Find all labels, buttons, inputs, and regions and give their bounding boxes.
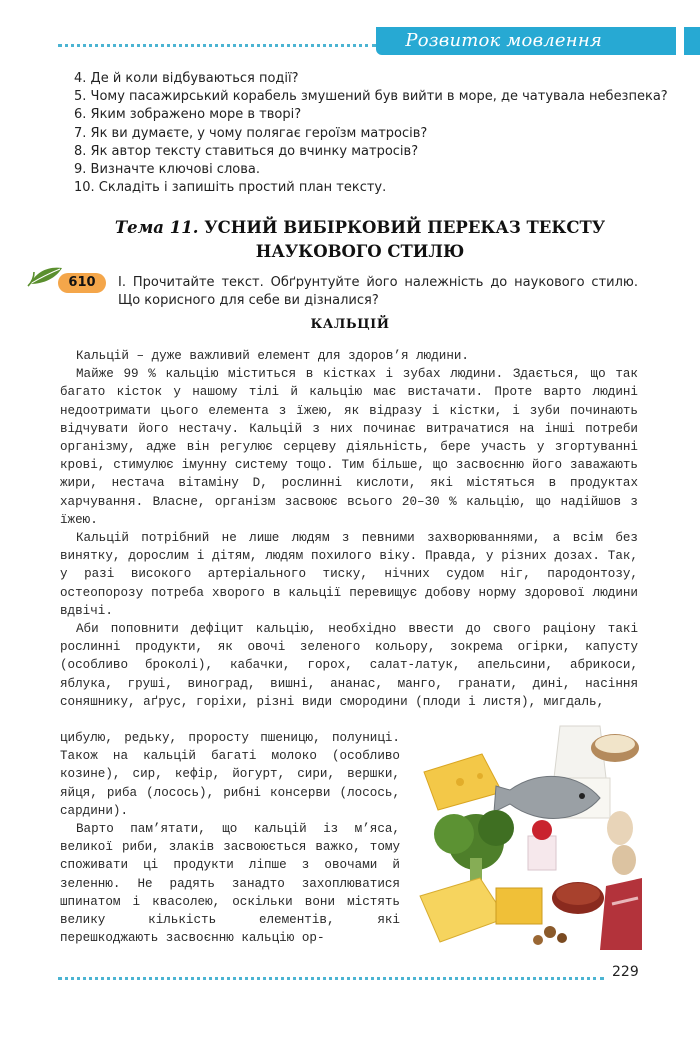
header-dotted-rule: [58, 44, 376, 47]
section-title: Розвиток мовлення: [405, 30, 602, 51]
question-item: 6. Яким зображено море в творі?: [74, 107, 302, 123]
article-paragraph: Кальцій – дуже важливий елемент для здоров’я людини.: [76, 349, 469, 363]
question-item: 4. Де й коли відбуваються події?: [74, 71, 299, 86]
topic-title-line2: НАУКОВОГО СТИЛЮ: [255, 242, 465, 261]
topic-heading: [80, 216, 640, 264]
question-item: 7. Як ви думаєте, у чому полягає героїзм матросів?: [74, 125, 428, 141]
exercise-number-badge: 610: [58, 273, 106, 293]
article-body-left-column: [60, 729, 400, 947]
footer-dotted-rule: [58, 977, 604, 980]
banner-edge-tab: [684, 27, 700, 55]
article-paragraph: Варто пам’ятати, що кальцій із м’яса, великої риби, злаків засвоюється важко, тому споживати ці продукти ліпше з овочами й зеленню. Не радять занадто захоплюватися шпинатом і квасолею, оскільки вони містять велику кількість елементів, які перешкоджають засвоєнню кальцію ор-: [60, 822, 400, 946]
question-item: 8. Як автор тексту ставиться до вчинку матросів?: [74, 143, 419, 159]
article-paragraph: цибулю, редьку, проросту пшеницю, полуниці. Також на кальцій багаті молоко (особливо козине), сир, кефір, йогурт, сири, вершки, яйця, риба (лосось), рибні консерви (лосось, сардини).: [60, 731, 400, 818]
question-item: 9. Визначте ключові слова.: [74, 162, 260, 178]
page-number: 229: [612, 964, 639, 980]
article-title: КАЛЬЦІЙ: [310, 317, 390, 332]
question-list: [74, 70, 668, 197]
article-paragraph: Майже 99 % кальцію міститься в кістках і зубах людини. Здається, що так багато кісток у нашому тілі й кальцію має вистачати. Проте варто людині недоотримати цього елемента з їжею, як відразу і кістки, і зуби починають відчувати його нестачу. Кальцій з них починає витрачатися на інші потреби організму, адже він регулює серцеву діяльність, бере участь у згортуванні крові, стимулює імунну систему тощо. Тим більше, що засвоєнню його заважають жири, нестача вітаміну D, рослинні кислоти, які містяться в продуктах харчування. Власне, організм засвоює всього 20–30 % кальцію, що надійшов з їжею.: [60, 367, 638, 527]
topic-label: Тема 11.: [114, 218, 199, 237]
article-body-full-width: [60, 347, 638, 711]
question-item: 5. Чому пасажирський корабель змушений був вийти в море, де чатувала небезпека?: [74, 89, 668, 105]
exercise-task: І. Прочитайте текст. Обґрунтуйте його належність до наукового стилю. Що корисного для себе ви дізналися?: [118, 275, 638, 308]
question-item: 10. Складіть і запишіть простий план тексту.: [74, 180, 387, 196]
section-banner: [376, 27, 676, 55]
article-paragraph: Аби поповнити дефіцит кальцію, необхідно ввести до свого раціону такі рослинні продукти, як овочі зеленого кольору, зокрема огірки, капусту (особливо броколі), кабачки, горох, салат-латук, апельсини, абрикоси, яблука, груші, виноград, вишні, ананас, манго, гранати, дині, насіння соняшнику, аґрус, горіхи, різні види смородини (плоди і листя), мигдаль,: [60, 622, 638, 709]
article-paragraph: Кальцій потрібний не лише людям з певними захворюваннями, а всім без винятку, дорослим і дітям, людям похилого віку. Правда, у різних дозах. Так, у разі високого артеріального тиску, нічних судом ніг, пародонтозу, остеопорозу потреба хворого в кальції перевищує добову норму здорової людини вдвічі.: [60, 531, 638, 618]
topic-title-line1: УСНИЙ ВИБІРКОВИЙ ПЕРЕКАЗ ТЕКСТУ: [204, 218, 606, 237]
calcium-foods-image: [410, 718, 642, 950]
